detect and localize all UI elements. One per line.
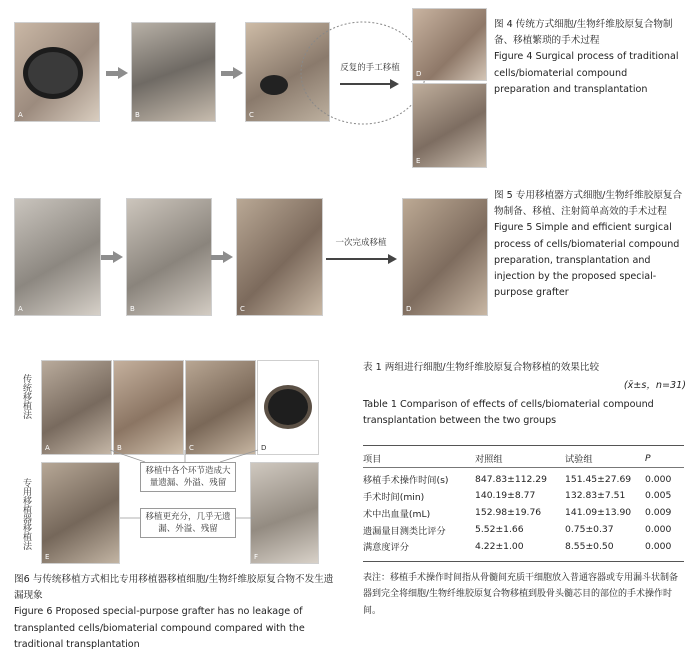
table-cell: 遗漏量目测类比评分 (363, 525, 446, 537)
photo-label: D (416, 70, 422, 78)
table-cell: 0.000 (645, 540, 672, 552)
photo-label: A (45, 444, 50, 452)
table-cell: 8.55±0.50 (565, 540, 614, 552)
container-icon (15, 23, 99, 121)
caption-en: Figure 4 Surgical process of traditional cells/biomaterial compound preparation and transplantation (494, 51, 679, 95)
table-header-cell: 试验组 (565, 454, 593, 466)
table-cell: 151.45±27.69 (565, 473, 632, 485)
photo-label: E (45, 553, 50, 561)
arrow-right-icon (101, 251, 123, 263)
fig4-caption (494, 17, 686, 98)
fig4-photo-b (131, 22, 216, 122)
photo-label: C (240, 305, 245, 313)
table-cell: 0.009 (645, 507, 672, 519)
table-cell: 847.83±112.29 (475, 473, 547, 485)
table-row (363, 538, 684, 555)
table-cell: 移植手术操作时间(s) (363, 475, 449, 487)
table-row (363, 521, 684, 538)
arrow-right-icon (221, 67, 243, 79)
photo-label: C (249, 111, 254, 119)
fig6-label-traditional: 传统移植法 (21, 374, 31, 419)
fig5-photo-c (236, 198, 323, 316)
photo-label: D (406, 305, 412, 313)
fig4-photo-a (14, 22, 100, 122)
fig5-arrow-label: 一次完成移植 (335, 238, 387, 248)
table-top-rule (363, 445, 684, 446)
table-header-cell: 项目 (363, 454, 382, 466)
table-cell: 0.000 (645, 524, 672, 536)
fig5-caption (494, 188, 686, 301)
table-cell: 手术时间(min) (363, 491, 425, 503)
table-cell: 5.52±1.66 (475, 524, 524, 536)
fig6-box-special: 移植更充分，几乎无遗漏、外溢、残留 (140, 508, 236, 538)
fig6-caption (14, 572, 339, 653)
table-row (363, 488, 684, 505)
table1-note: 表注：移植手术操作时间指从骨髓间充质干细胞放入普通容器或专用漏斗状制备器到完全将细胞/生物纤维胶原复合物移植到股骨头髓芯目的部位的手术操作时间。 (363, 573, 679, 616)
table-cell: 140.19±8.77 (475, 490, 536, 502)
photo-label: B (130, 305, 135, 313)
photo-label: A (18, 111, 23, 119)
fig6-box-traditional: 移植中各个环节造成大量遗漏、外溢、残留 (140, 462, 236, 492)
table-cell: 0.000 (645, 473, 672, 485)
table1-stat-note: (x̄±s，n=31) (623, 380, 686, 391)
arrow-right-icon (340, 79, 400, 89)
photo-label: B (135, 111, 140, 119)
photo-label: A (18, 305, 23, 313)
arrow-right-icon (326, 254, 400, 264)
arrow-right-icon (211, 251, 233, 263)
photo-label: F (254, 553, 259, 561)
table-cell: 132.83±7.51 (565, 490, 626, 502)
caption-en: Figure 5 Simple and efficient surgical process of cells/biomaterial compound preparation, transplantation and injection by the proposed special-purpose grafter (494, 222, 680, 299)
fig5-photo-b (126, 198, 212, 316)
photo-label: D (261, 444, 267, 452)
photo-label: B (117, 444, 122, 452)
table-bottom-rule (363, 561, 684, 562)
table-row (363, 471, 684, 488)
table-row (363, 504, 684, 521)
fig4-arrow-label: 反复的手工移植 (340, 63, 400, 73)
fig6-label-special: 专用移植器移植法 (21, 478, 31, 550)
caption-zh: 图 4 传统方式细胞/生物纤维胶原复合物制备、移植繁琐的手术过程 (494, 19, 673, 47)
table-cell: 141.09±13.90 (565, 507, 632, 519)
table-header-cell: 对照组 (475, 454, 503, 466)
photo-label: C (189, 444, 194, 452)
caption-en: Figure 6 Proposed special-purpose grafter has no leakage of transplanted cells/biomaterial compound compared with the traditional transplantation (14, 606, 305, 650)
fig5-photo-d (402, 198, 488, 316)
fig4-photo-d (412, 8, 487, 81)
table-cell: 0.75±0.37 (565, 524, 614, 536)
fig4-photo-e (412, 83, 487, 168)
fig5-photo-a (14, 198, 101, 316)
table-cell: 满意度评分 (363, 542, 409, 554)
caption-zh: 图 5 专用移植器方式细胞/生物纤维胶原复合物制备、移植、注射简单高效的手术过程 (494, 190, 683, 218)
photo-label: E (416, 157, 421, 165)
table-cell: 0.005 (645, 490, 672, 502)
table1-grid (363, 450, 684, 555)
table1-title-en: Table 1 Comparison of effects of cells/biomaterial compound transplantation between the two groups (363, 399, 654, 427)
caption-zh: 图6 与传统移植方式相比专用移植器移植细胞/生物纤维胶原复合物不发生遗漏现象 (14, 574, 334, 602)
table-header-row (363, 450, 684, 467)
table1-title-zh: 表 1 两组进行细胞/生物纤维胶原复合物移植的效果比较 (363, 362, 600, 373)
table-header-cell: P (645, 452, 651, 464)
table-cell: 4.22±1.00 (475, 540, 524, 552)
table-cell: 152.98±19.76 (475, 507, 542, 519)
table-cell: 术中出血量(mL) (363, 508, 431, 520)
arrow-right-icon (106, 67, 128, 79)
